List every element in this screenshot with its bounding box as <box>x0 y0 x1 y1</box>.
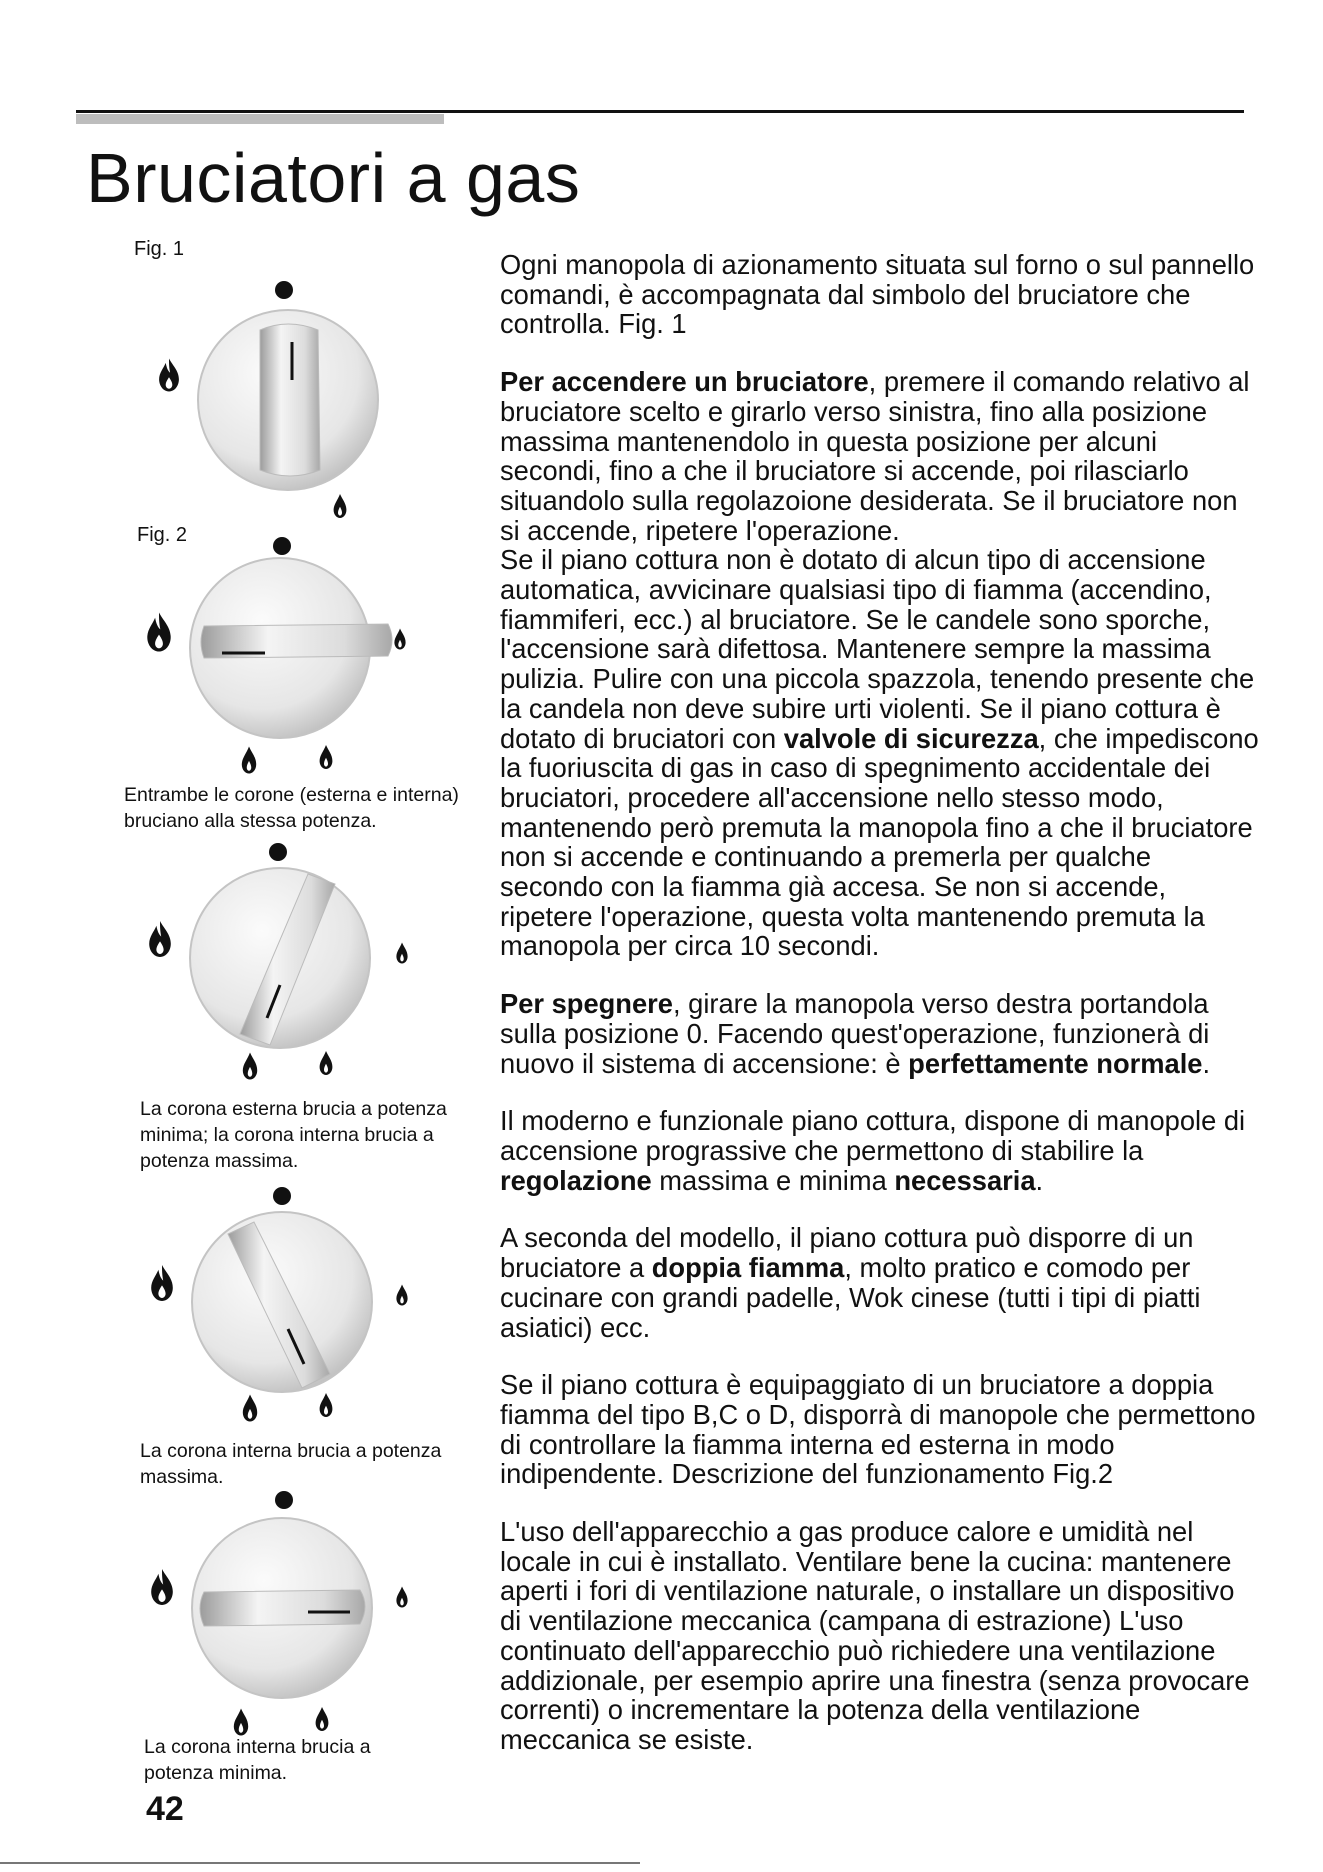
paragraph-ignition: Per accendere un bruciatore, premere il comando relativo al bruciatore scelto e girarlo verso sinistra, fino alla posizione massima mantenendolo in questa posizione per alcuni secondi, fino a che il bruciatore si accende, poi rilasciarlo situandolo sulla regolazoione desiderata. Se il bruciatore non si accende, ripetere l'operazione. <box>500 366 1250 546</box>
caption-fig2a: Entrambe le corone (esterna e interna) bruciano alla stessa potenza. <box>124 784 459 832</box>
footer-rule <box>0 1862 640 1864</box>
page-title: Bruciatori a gas <box>86 139 581 217</box>
flame-inner-icon <box>243 1053 257 1080</box>
knob-fig2b-illustration <box>120 840 490 1080</box>
zero-dot-icon <box>269 843 287 861</box>
flame-inner-icon <box>243 1395 257 1422</box>
knob-grip <box>260 324 320 476</box>
flame-outer-icon <box>320 1393 333 1417</box>
paragraph-intro: Ogni manopola di azionamento situata sul forno o sul pannello comandi, è accompagnata dal simbolo del bruciatore che controlla. Fig. 1 <box>500 249 1255 340</box>
flame-min-icon <box>334 494 347 518</box>
caption-fig2c: La corona interna brucia a potenza massima. <box>140 1440 442 1488</box>
knob-fig2d-illustration <box>120 1484 490 1740</box>
fig2-label: Fig. 2 <box>137 524 188 546</box>
flame-inner-icon <box>242 747 256 774</box>
flame-inner-icon <box>234 1709 248 1736</box>
zero-dot-icon <box>275 281 293 299</box>
zero-dot-icon <box>275 1491 293 1509</box>
flame-max-icon <box>147 613 170 652</box>
zero-dot-icon <box>273 1187 291 1205</box>
knob-fig2c-illustration <box>120 1184 490 1424</box>
flame-min-icon <box>396 1285 407 1306</box>
flame-outer-icon <box>316 1707 329 1731</box>
caption-fig2d: La corona interna brucia a potenza minima. <box>144 1736 371 1784</box>
flame-min-icon <box>396 943 407 964</box>
paragraph-ventilation: L'uso dell'apparecchio a gas produce calore e umidità nel locale in cui è installato. Ventilare bene la cucina: mantenere aperti i fori di ventilazione naturale, o installare un dispositivo di ventilazione meccanica (campana di estrazione) L'uso continuato dell'apparecchio può richiedere una ventilazione addizionale, per esempio aprire una finestra (senza provocare correnti) o incrementare la potenza della ventilazione meccanica se esiste. <box>500 1516 1250 1755</box>
fig1-label: Fig. 1 <box>134 238 185 260</box>
flame-min-icon <box>394 629 405 650</box>
flame-outer-icon <box>320 745 333 769</box>
figures-column <box>0 0 490 1872</box>
body-text <box>500 250 1260 1783</box>
paragraph-switch-off: Per spegnere, girare la manopola verso destra portandola sulla posizione 0. Facendo quest'operazione, funzionerà di nuovo il sistema di accensione: è perfettamente normale. <box>500 988 1211 1079</box>
page-number: 42 <box>146 1790 184 1828</box>
caption-fig2b: La corona esterna brucia a potenza minima; la corona interna brucia a potenza massima. <box>140 1098 447 1172</box>
knob-fig1-illustration <box>120 270 490 530</box>
knob-fig2a-illustration <box>120 528 490 778</box>
flame-max-icon <box>149 921 171 957</box>
zero-dot-icon <box>273 537 291 555</box>
flame-min-icon <box>396 1587 407 1608</box>
flame-max-icon <box>151 1265 173 1301</box>
flame-max-icon <box>151 1569 173 1605</box>
paragraph-independent-control: Se il piano cottura è equipaggiato di un bruciatore a doppia fiamma del tipo B,C o D, disporrà di manopole che permettono di controllare la fiamma interna ed esterna in modo indipendente. Descrizione del funzionamento Fig.2 <box>500 1369 1256 1490</box>
paragraph-regulation: Il moderno e funzionale piano cottura, dispone di manopole di accensione prograssive che permettono di stabilire la regolazione massima e minima necessaria. <box>500 1105 1246 1196</box>
flame-outer-icon <box>320 1051 333 1075</box>
paragraph-double-flame: A seconda del modello, il piano cottura può disporre di un bruciatore a doppia fiamma, molto pratico e comodo per cucinare con grandi padelle, Wok cinese (tutti i tipi di piatti asiatici) ecc. <box>500 1222 1201 1343</box>
flame-max-icon <box>159 359 179 392</box>
knob-grip <box>200 1590 365 1626</box>
paragraph-ignition-manual: Se il piano cottura non è dotato di alcun tipo di accensione automatica, avvicinare qualsiasi tipo di fiamma (accendino, fiammiferi, ecc.) al bruciatore. Se le candele sono sporche, l'accensione sarà difettosa. Mantenere sempre la massima pulizia. Pulire con una piccola spazzola, tenendo presente che la candela non deve subire urti violenti. Se il piano cottura è dotato di bruciatori con valvole di sicurezza, che impediscono la fuoriuscita di gas in caso di spegnimento accidentale dei bruciatori, procedere all'accensione nello stesso modo, mantenendo però premuta la manopola fino a che il bruciatore non si accende e continuando a premerla per qualche secondo con la fiamma già accesa. Se non si accende, ripetere l'operazione, questa volta mantenendo premuta la manopola per circa 10 secondi. <box>500 544 1259 962</box>
